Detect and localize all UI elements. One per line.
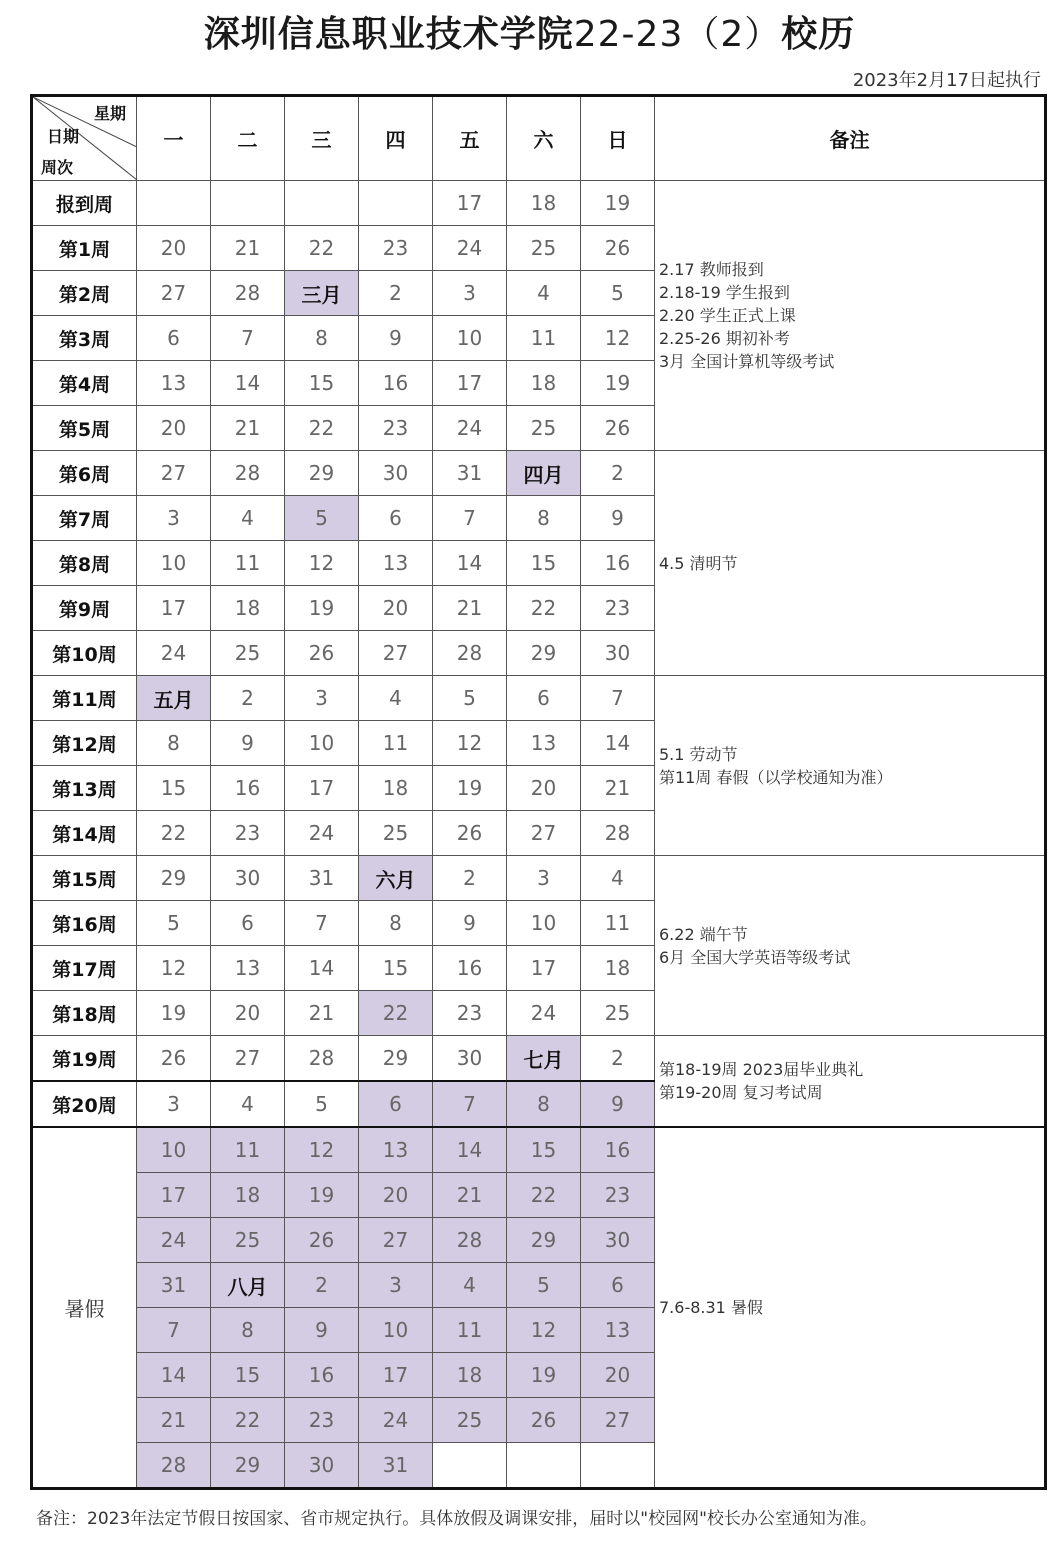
- day-cell: 8: [137, 721, 211, 766]
- day-cell: 18: [211, 586, 285, 631]
- note-line: 第18-19周 2023届毕业典礼: [659, 1060, 864, 1079]
- day-cell: 30: [433, 1036, 507, 1082]
- day-cell: 11: [507, 316, 581, 361]
- day-header: 三: [285, 96, 359, 181]
- day-header: 日: [581, 96, 655, 181]
- day-cell: 4: [581, 856, 655, 901]
- note-line: 3月 全国计算机等级考试: [659, 352, 835, 371]
- week-label: 第8周: [32, 541, 137, 586]
- week-row: [32, 451, 1046, 496]
- day-cell: 14: [137, 1353, 211, 1398]
- day-cell: 10: [433, 316, 507, 361]
- day-cell: 6: [581, 1263, 655, 1308]
- effective-date: 2023年2月17日起执行: [852, 70, 1041, 91]
- day-header: 二: [211, 96, 285, 181]
- week-row: [32, 1127, 1046, 1173]
- day-header: 六: [507, 96, 581, 181]
- day-cell: 5: [507, 1263, 581, 1308]
- day-cell: 17: [137, 586, 211, 631]
- day-cell: 27: [137, 451, 211, 496]
- day-cell: 13: [507, 721, 581, 766]
- notes-header: 备注: [655, 96, 1046, 181]
- day-cell: 20: [359, 586, 433, 631]
- week-label: 第4周: [32, 361, 137, 406]
- day-cell: 12: [581, 316, 655, 361]
- week-label: 第13周: [32, 766, 137, 811]
- day-cell: 13: [359, 541, 433, 586]
- day-cell: 4: [359, 676, 433, 721]
- day-cell: 15: [137, 766, 211, 811]
- day-cell: 29: [507, 631, 581, 676]
- day-cell: 18: [211, 1173, 285, 1218]
- day-cell: 21: [581, 766, 655, 811]
- day-cell: 9: [581, 496, 655, 541]
- day-cell: 26: [285, 631, 359, 676]
- day-cell: 27: [507, 811, 581, 856]
- day-cell: 4: [211, 496, 285, 541]
- day-cell: 21: [211, 226, 285, 271]
- day-cell: 10: [507, 901, 581, 946]
- day-cell: 28: [285, 1036, 359, 1082]
- day-cell: 20: [581, 1353, 655, 1398]
- day-cell: 11: [581, 901, 655, 946]
- header-row: [32, 96, 1046, 181]
- day-cell: 15: [211, 1353, 285, 1398]
- day-cell: 28: [433, 631, 507, 676]
- notes-cell: [655, 451, 1046, 676]
- day-cell: 23: [359, 226, 433, 271]
- day-cell: 15: [507, 541, 581, 586]
- day-cell: 7: [433, 1081, 507, 1127]
- day-cell: 8: [211, 1308, 285, 1353]
- notes-cell: [655, 181, 1046, 451]
- week-label: 第16周: [32, 901, 137, 946]
- day-cell: 27: [137, 271, 211, 316]
- day-cell: 7: [137, 1308, 211, 1353]
- day-cell: 8: [359, 901, 433, 946]
- day-cell: 30: [581, 631, 655, 676]
- day-cell: 2: [581, 1036, 655, 1082]
- day-cell: 15: [285, 361, 359, 406]
- week-row: [32, 856, 1046, 901]
- day-cell: 9: [359, 316, 433, 361]
- day-cell: 30: [359, 451, 433, 496]
- day-cell: 24: [433, 406, 507, 451]
- day-cell: 11: [433, 1308, 507, 1353]
- day-cell: 3: [137, 496, 211, 541]
- day-cell: 27: [359, 1218, 433, 1263]
- day-header: 四: [359, 96, 433, 181]
- day-cell: 17: [433, 361, 507, 406]
- week-label: 第9周: [32, 586, 137, 631]
- day-cell: [359, 181, 433, 226]
- day-cell: 19: [507, 1353, 581, 1398]
- day-cell: 28: [211, 451, 285, 496]
- day-cell: 19: [581, 361, 655, 406]
- day-cell: 21: [433, 1173, 507, 1218]
- note-line: 5.1 劳动节: [659, 744, 738, 764]
- day-cell: 29: [137, 856, 211, 901]
- day-cell: 9: [581, 1081, 655, 1127]
- day-cell: 12: [285, 1127, 359, 1173]
- day-cell: 6: [359, 496, 433, 541]
- day-cell: 29: [285, 451, 359, 496]
- day-cell: 10: [137, 1127, 211, 1173]
- day-cell: 19: [285, 1173, 359, 1218]
- day-cell: 9: [285, 1308, 359, 1353]
- day-cell: 17: [507, 946, 581, 991]
- day-cell: 18: [507, 181, 581, 226]
- day-cell: 6: [507, 676, 581, 721]
- day-cell: 24: [285, 811, 359, 856]
- day-cell: 12: [137, 946, 211, 991]
- day-cell: 26: [433, 811, 507, 856]
- week-label: 第7周: [32, 496, 137, 541]
- day-cell: 13: [211, 946, 285, 991]
- day-cell: 2: [211, 676, 285, 721]
- day-cell: 3: [507, 856, 581, 901]
- month-start-cell: 四月: [507, 451, 581, 496]
- day-cell: 3: [359, 1263, 433, 1308]
- day-cell: 21: [285, 991, 359, 1036]
- day-cell: 5: [137, 901, 211, 946]
- notes-cell: [655, 856, 1046, 1036]
- week-label: 第17周: [32, 946, 137, 991]
- day-cell: 10: [359, 1308, 433, 1353]
- day-cell: 14: [581, 721, 655, 766]
- day-cell: 23: [211, 811, 285, 856]
- day-cell: [137, 181, 211, 226]
- day-cell: 11: [211, 541, 285, 586]
- day-cell: 29: [211, 1443, 285, 1489]
- day-cell: 18: [433, 1353, 507, 1398]
- day-cell: 31: [137, 1263, 211, 1308]
- day-cell: 25: [211, 631, 285, 676]
- month-start-cell: 三月: [285, 271, 359, 316]
- note-line: 6.22 端午节: [659, 924, 748, 944]
- week-label: 第1周: [32, 226, 137, 271]
- day-cell: 22: [285, 226, 359, 271]
- day-cell: 24: [359, 1398, 433, 1443]
- day-cell: 5: [581, 271, 655, 316]
- week-row: [32, 181, 1046, 226]
- day-cell: 29: [507, 1218, 581, 1263]
- day-cell: 22: [359, 991, 433, 1036]
- note-line: 2.20 学生正式上课: [659, 306, 796, 325]
- day-cell: 24: [507, 991, 581, 1036]
- day-cell: 31: [359, 1443, 433, 1489]
- day-cell: 21: [211, 406, 285, 451]
- day-cell: 23: [359, 406, 433, 451]
- day-cell: 26: [581, 406, 655, 451]
- note-line: 第11周 春假（以学校通知为准）: [659, 767, 893, 787]
- note-line: 2.25-26 期初补考: [659, 329, 790, 348]
- day-cell: 6: [359, 1081, 433, 1127]
- day-cell: [507, 1443, 581, 1489]
- day-cell: 22: [507, 586, 581, 631]
- day-cell: 18: [581, 946, 655, 991]
- day-cell: 4: [211, 1081, 285, 1127]
- day-cell: 20: [137, 226, 211, 271]
- note-line: 第19-20周 复习考试周: [659, 1083, 823, 1102]
- day-cell: 14: [285, 946, 359, 991]
- notes-cell: [655, 1036, 1046, 1128]
- day-cell: 26: [285, 1218, 359, 1263]
- day-cell: 23: [581, 1173, 655, 1218]
- day-cell: 3: [285, 676, 359, 721]
- day-cell: 26: [581, 226, 655, 271]
- day-cell: 16: [581, 541, 655, 586]
- day-cell: 23: [433, 991, 507, 1036]
- day-cell: 26: [137, 1036, 211, 1082]
- day-cell: 27: [359, 631, 433, 676]
- corner-date-label: 日期: [47, 127, 80, 146]
- note-line: 2.17 教师报到: [659, 260, 764, 279]
- week-row: [32, 1036, 1046, 1082]
- month-start-cell: 五月: [137, 676, 211, 721]
- week-label: 报到周: [32, 181, 137, 226]
- day-cell: 3: [137, 1081, 211, 1127]
- day-cell: 20: [507, 766, 581, 811]
- day-cell: 25: [211, 1218, 285, 1263]
- summer-vacation-label: 暑假: [32, 1127, 137, 1489]
- week-label: 第3周: [32, 316, 137, 361]
- day-cell: 13: [581, 1308, 655, 1353]
- day-cell: 12: [507, 1308, 581, 1353]
- day-cell: 20: [359, 1173, 433, 1218]
- day-cell: 15: [359, 946, 433, 991]
- day-cell: 24: [433, 226, 507, 271]
- notes-cell: [655, 1127, 1046, 1489]
- day-cell: [433, 1443, 507, 1489]
- day-cell: 21: [137, 1398, 211, 1443]
- week-row: [32, 676, 1046, 721]
- day-cell: 14: [211, 361, 285, 406]
- week-label: 第6周: [32, 451, 137, 496]
- day-cell: 17: [137, 1173, 211, 1218]
- day-cell: [211, 181, 285, 226]
- day-header: 一: [137, 96, 211, 181]
- week-label: 第10周: [32, 631, 137, 676]
- day-cell: 8: [507, 1081, 581, 1127]
- day-cell: 16: [581, 1127, 655, 1173]
- day-header: 五: [433, 96, 507, 181]
- day-cell: 6: [211, 901, 285, 946]
- week-label: 第18周: [32, 991, 137, 1036]
- day-cell: 9: [433, 901, 507, 946]
- day-cell: [285, 181, 359, 226]
- day-cell: 20: [211, 991, 285, 1036]
- month-start-cell: 七月: [507, 1036, 581, 1082]
- day-cell: 23: [581, 586, 655, 631]
- day-cell: 14: [433, 1127, 507, 1173]
- week-label: 第15周: [32, 856, 137, 901]
- day-cell: 20: [137, 406, 211, 451]
- day-cell: 4: [507, 271, 581, 316]
- page-title: 深圳信息职业技术学院22-23（2）校历: [203, 14, 856, 55]
- note-line: 6月 全国大学英语等级考试: [659, 947, 851, 967]
- day-cell: 22: [137, 811, 211, 856]
- day-cell: 30: [211, 856, 285, 901]
- day-cell: 14: [433, 541, 507, 586]
- day-cell: 19: [581, 181, 655, 226]
- day-cell: 19: [137, 991, 211, 1036]
- day-cell: 18: [359, 766, 433, 811]
- day-cell: 22: [285, 406, 359, 451]
- day-cell: 13: [359, 1127, 433, 1173]
- week-label: 第19周: [32, 1036, 137, 1082]
- day-cell: 25: [359, 811, 433, 856]
- day-cell: 7: [211, 316, 285, 361]
- day-cell: 16: [285, 1353, 359, 1398]
- day-cell: 28: [581, 811, 655, 856]
- day-cell: 13: [137, 361, 211, 406]
- footer-note: 备注：2023年法定节假日按国家、省市规定执行。具体放假及调课安排，届时以"校园网"校长办公室通知为准。: [36, 1509, 877, 1529]
- day-cell: 27: [211, 1036, 285, 1082]
- day-cell: 5: [285, 1081, 359, 1127]
- day-cell: 15: [507, 1127, 581, 1173]
- day-cell: 10: [137, 541, 211, 586]
- corner-weekday-label: 星期: [93, 104, 126, 123]
- day-cell: 11: [211, 1127, 285, 1173]
- note-line: 4.5 清明节: [659, 553, 738, 573]
- month-start-cell: 八月: [211, 1263, 285, 1308]
- day-cell: 28: [433, 1218, 507, 1263]
- week-label: 第14周: [32, 811, 137, 856]
- week-label: 第12周: [32, 721, 137, 766]
- day-cell: 19: [433, 766, 507, 811]
- day-cell: 31: [433, 451, 507, 496]
- day-cell: 21: [433, 586, 507, 631]
- day-cell: 17: [285, 766, 359, 811]
- day-cell: 2: [581, 451, 655, 496]
- note-line: 7.6-8.31 暑假: [659, 1298, 763, 1317]
- day-cell: 7: [285, 901, 359, 946]
- day-cell: 5: [285, 496, 359, 541]
- month-start-cell: 六月: [359, 856, 433, 901]
- day-cell: 4: [433, 1263, 507, 1308]
- day-cell: 29: [359, 1036, 433, 1082]
- day-cell: 16: [433, 946, 507, 991]
- day-cell: 5: [433, 676, 507, 721]
- day-cell: 2: [433, 856, 507, 901]
- day-cell: 17: [359, 1353, 433, 1398]
- day-cell: 10: [285, 721, 359, 766]
- day-cell: 16: [359, 361, 433, 406]
- note-line: 2.18-19 学生报到: [659, 283, 790, 302]
- day-cell: 11: [359, 721, 433, 766]
- day-cell: 18: [507, 361, 581, 406]
- corner-week-label: 周次: [41, 158, 74, 177]
- day-cell: 19: [285, 586, 359, 631]
- week-label: 第20周: [32, 1081, 137, 1127]
- day-cell: 28: [137, 1443, 211, 1489]
- day-cell: 16: [211, 766, 285, 811]
- day-cell: 25: [507, 226, 581, 271]
- day-cell: 7: [581, 676, 655, 721]
- day-cell: 12: [285, 541, 359, 586]
- day-cell: 30: [285, 1443, 359, 1489]
- day-cell: 25: [581, 991, 655, 1036]
- day-cell: 2: [359, 271, 433, 316]
- notes-cell: [655, 676, 1046, 856]
- day-cell: 17: [433, 181, 507, 226]
- day-cell: 25: [507, 406, 581, 451]
- day-cell: 9: [211, 721, 285, 766]
- day-cell: [581, 1443, 655, 1489]
- day-cell: 31: [285, 856, 359, 901]
- corner-header: [32, 96, 137, 181]
- day-cell: 3: [433, 271, 507, 316]
- day-cell: 30: [581, 1218, 655, 1263]
- day-cell: 2: [285, 1263, 359, 1308]
- day-cell: 12: [433, 721, 507, 766]
- day-cell: 6: [137, 316, 211, 361]
- day-cell: 22: [211, 1398, 285, 1443]
- day-cell: 25: [433, 1398, 507, 1443]
- week-label: 第2周: [32, 271, 137, 316]
- day-cell: 26: [507, 1398, 581, 1443]
- day-cell: 8: [507, 496, 581, 541]
- day-cell: 7: [433, 496, 507, 541]
- day-cell: 8: [285, 316, 359, 361]
- school-calendar-table: [30, 94, 1047, 1490]
- day-cell: 24: [137, 631, 211, 676]
- day-cell: 27: [581, 1398, 655, 1443]
- week-label: 第11周: [32, 676, 137, 721]
- day-cell: 23: [285, 1398, 359, 1443]
- day-cell: 24: [137, 1218, 211, 1263]
- day-cell: 22: [507, 1173, 581, 1218]
- week-label: 第5周: [32, 406, 137, 451]
- day-cell: 28: [211, 271, 285, 316]
